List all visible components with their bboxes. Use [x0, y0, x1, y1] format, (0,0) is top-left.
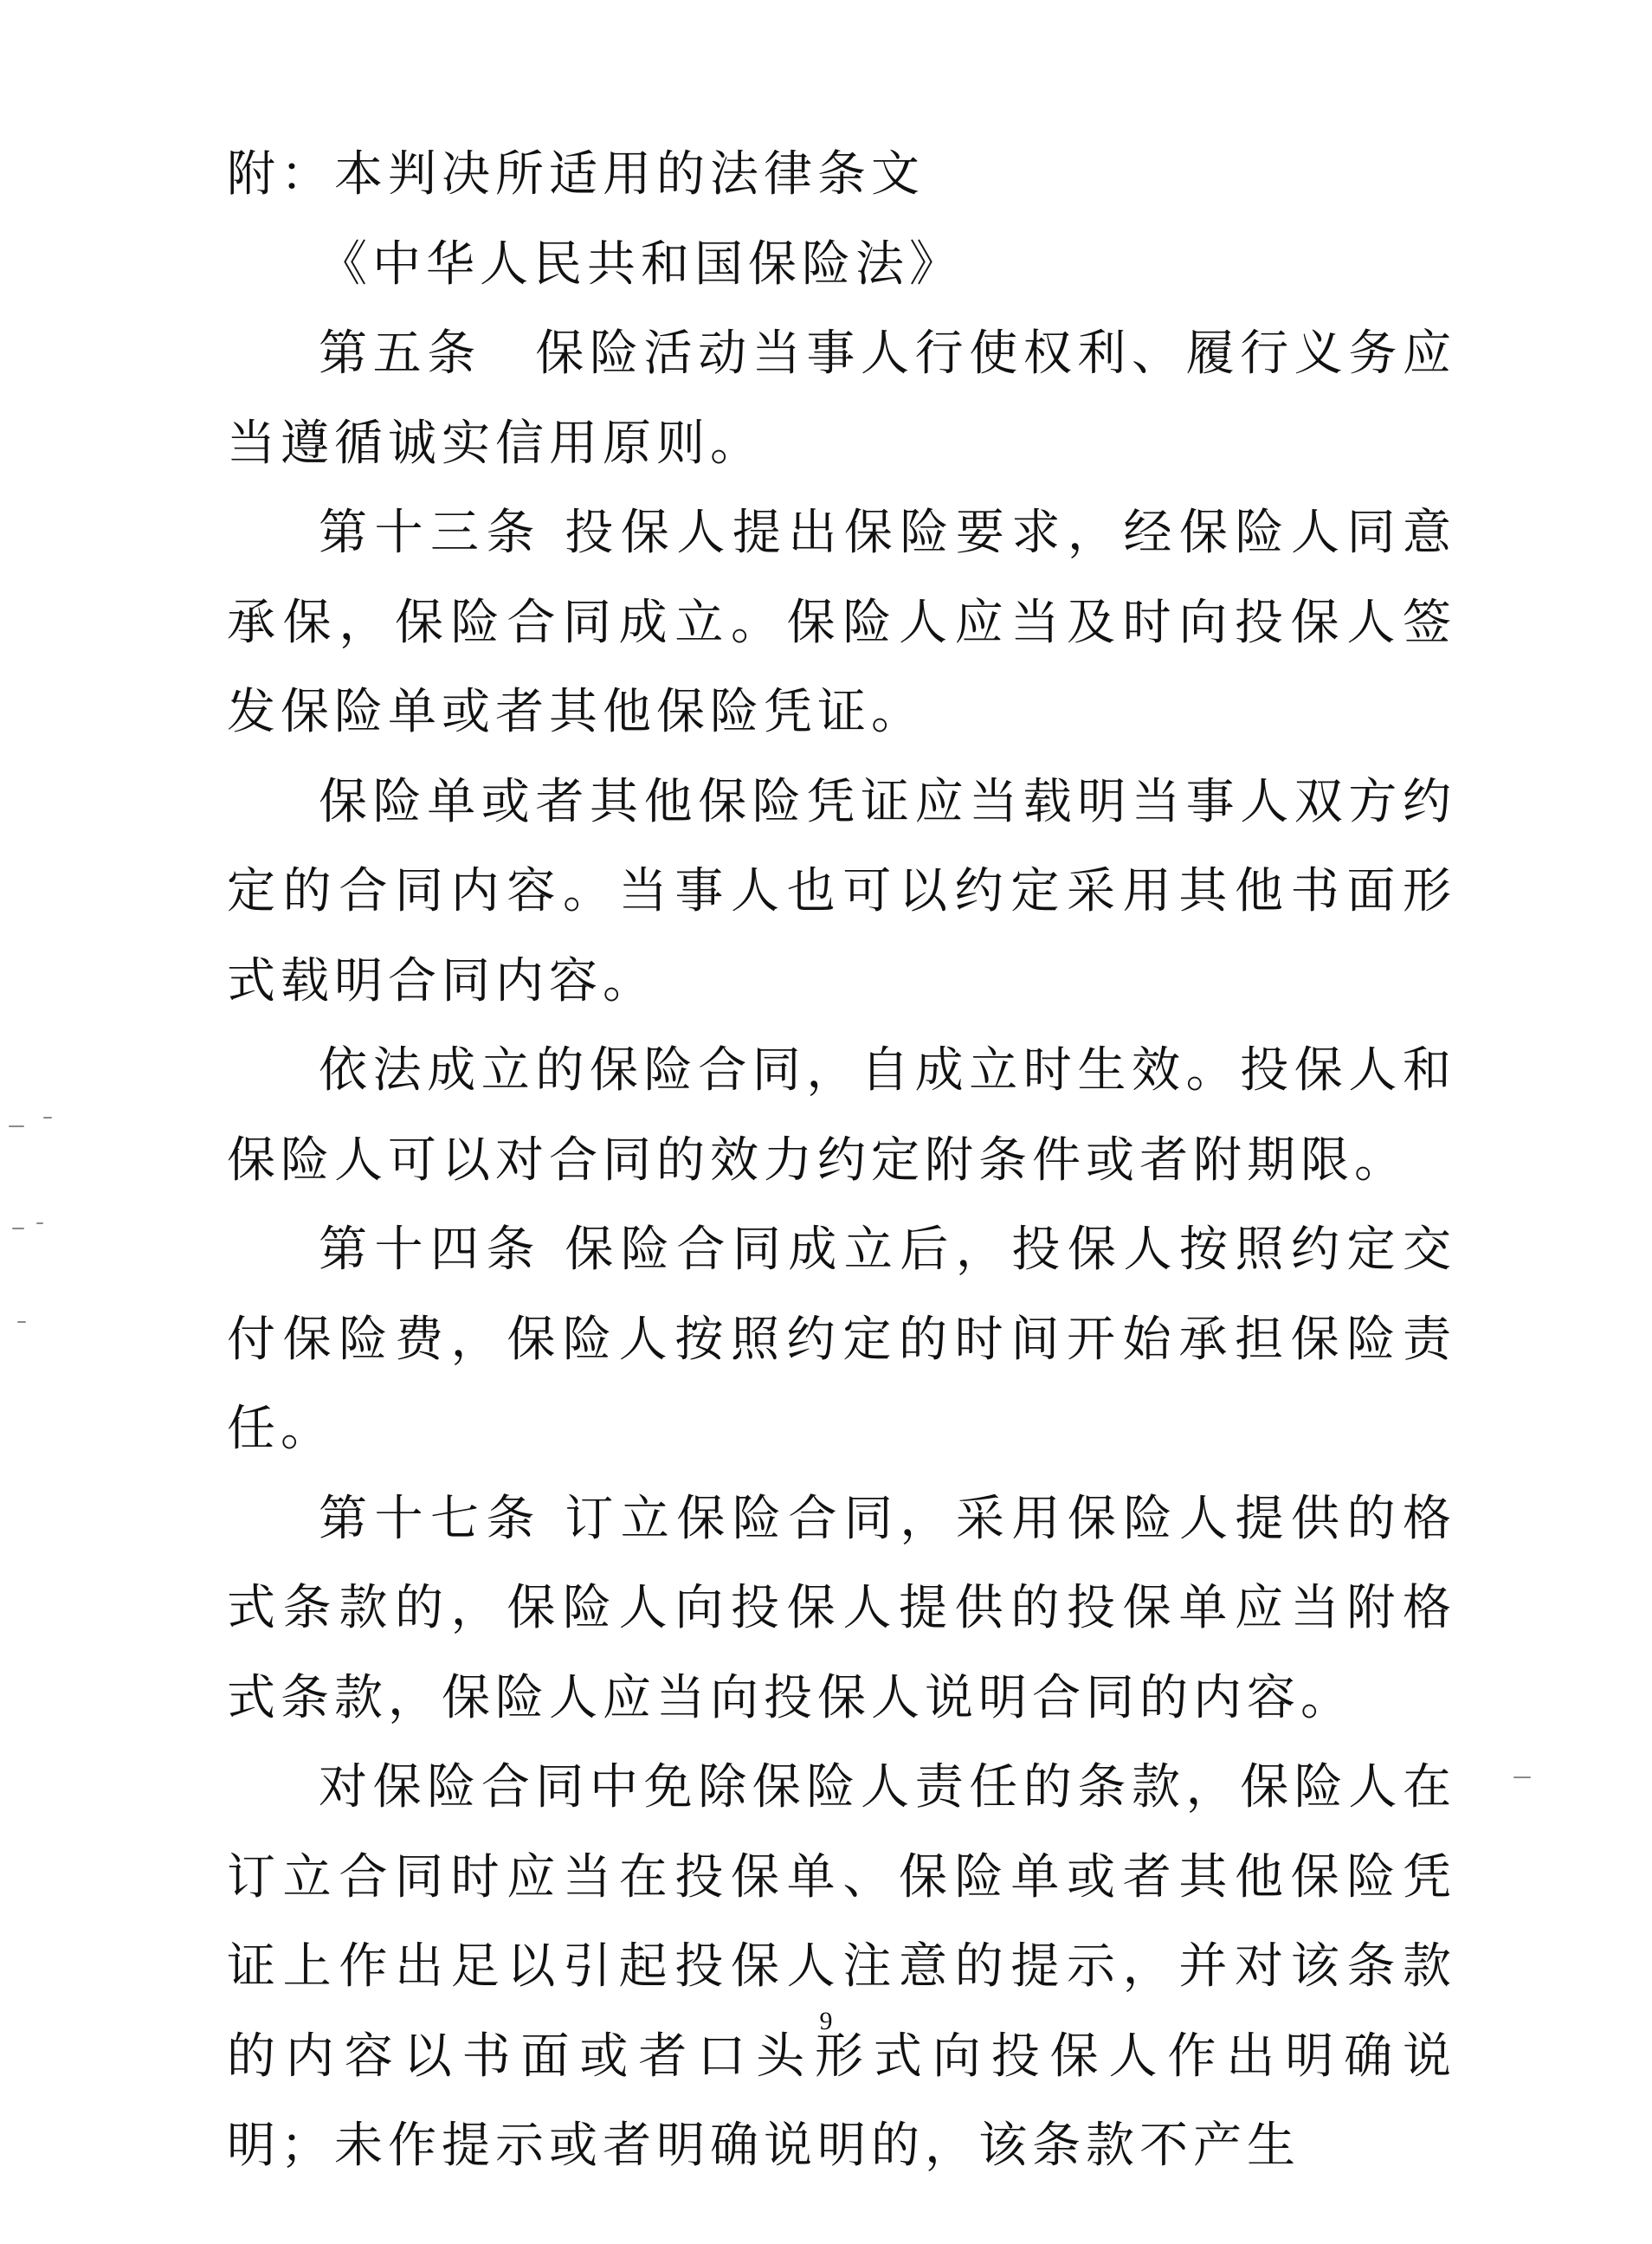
article-13-paragraph-2: 保险单或者其他保险凭证应当载明当事人双方约定的合同内容。当事人也可以约定采用其他书面形式载明合同内容。 [227, 773, 1456, 1009]
article-13-paragraph-3: 依法成立的保险合同，自成立时生效。投保人和保险人可以对合同的效力约定附条件或者附期限。 [227, 1042, 1456, 1189]
law-title: 《中华人民共和国保险法》 [319, 235, 963, 293]
scan-speck [17, 1321, 26, 1323]
scan-speck [1513, 1776, 1531, 1778]
article-17-paragraph-1: 第十七条 订立保险合同，采用保险人提供的格式条款的，保险人向投保人提供的投保单应当附格式条款，保险人应当向投保人说明合同的内容。 [227, 1490, 1456, 1726]
article-14-paragraph: 第十四条 保险合同成立后，投保人按照约定交付保险费，保险人按照约定的时间开始承担保险责任。 [227, 1222, 1456, 1457]
article-17-paragraph-2: 对保险合同中免除保险人责任的条款，保险人在订立合同时应当在投保单、保险单或者其他保险凭证上作出足以引起投保人注意的提示，并对该条款的内容以书面或者口头形式向投保人作出明确说明；未作提示或者明确说明的，该条款不产生 [227, 1759, 1456, 2174]
body-text [227, 130, 1456, 2191]
scan-speck [9, 1125, 24, 1127]
appendix-heading: 附：本判决所适用的法律条文 [227, 146, 925, 203]
page-number: 9 [819, 2007, 833, 2035]
scan-speck [12, 1228, 24, 1229]
scan-speck [43, 1117, 52, 1119]
scan-speck [36, 1222, 43, 1224]
article-13-paragraph-1: 第十三条 投保人提出保险要求，经保险人同意承保，保险合同成立。保险人应当及时向投保人签发保险单或者其他保险凭证。 [227, 505, 1456, 740]
article-5-paragraph: 第五条 保险活动当事人行使权利、履行义务应当遵循诚实信用原则。 [227, 326, 1456, 472]
